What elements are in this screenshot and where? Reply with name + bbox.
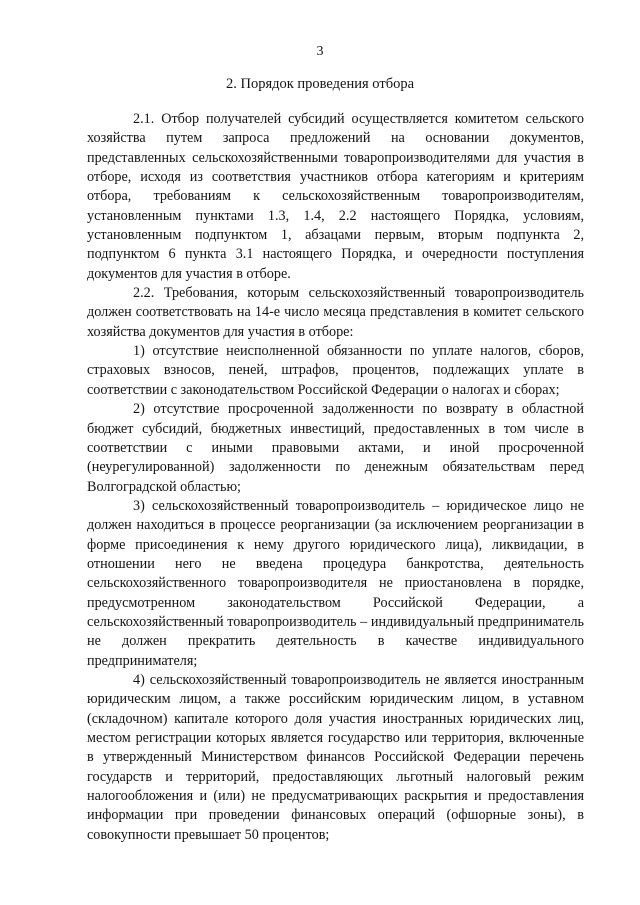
list-item-1: 1) отсутствие неисполненной обязанности по уплате налогов, сборов, страховых взносов, пеней, штрафов, процентов, подлежащих уплате в соответствии с законодательством Российской Федерации о налогах и сборах; <box>87 343 584 398</box>
paragraph-2-1: 2.1. Отбор получателей субсидий осуществляется комитетом сельского хозяйства путем запроса предложений на основании документов, представленных сельскохозяйственными товаропроизводителями для участия в отборе, исходя из соответствия участников отбора категориям и критериям отбора, требованиям к сельскохозяйственным товаропроизводителям, установленным пунктами 1.3, 1.4, 2.2 настоящего Порядка, условиям, установленным подпунктом 1, абзацами первым, вторым подпункта 2, подпунктом 6 пункта 3.1 настоящего Порядка, и очередности поступления документов для участия в отборе. <box>87 111 584 282</box>
list-item-2: 2) отсутствие просроченной задолженности по возврату в областной бюджет субсидий, бюджетных инвестиций, предоставленных в том числе в соответствии с иными правовыми актами, и иной просроченной (неурегулированной) задолженности по денежным обязательствам перед Волгоградской областью; <box>87 401 584 495</box>
paragraph-2-2: 2.2. Требования, которым сельскохозяйственный товаропроизводитель должен соответствовать на 14-е число месяца представления в комитет сельского хозяйства документов для участия в отборе: <box>87 285 584 340</box>
document-body <box>87 110 584 845</box>
page-number: 3 <box>316 44 324 59</box>
list-item-3: 3) сельскохозяйственный товаропроизводитель – юридическое лицо не должен находиться в процессе реорганизации (за исключением реорганизации в форме присоединения к нему другого юридического лица), ликвидации, в отношении него не введена процедура банкротства, деятельность сельскохозяйственного товаропроизводителя не приостановлена в порядке, предусмотренном законодательством Российской Федерации, а сельскохозяйственный товаропроизводитель – индивидуальный предприниматель не должен прекратить деятельность в качестве индивидуального предпринимателя; <box>87 497 584 669</box>
section-title: 2. Порядок проведения отбора <box>225 76 415 92</box>
list-item-4: 4) сельскохозяйственный товаропроизводитель не является иностранным юридическим лицом, а также российским юридическим лицом, в уставном (складочном) капитале которого доля участия иностранных юридических лиц, местом регистрации которых является государство или территория, включенные в утвержденный Министерством финансов Российской Федерации перечень государств и территорий, предоставляющих льготный налоговый режим налогообложения и (или) не предусматривающих раскрытия и предоставления информации при проведении финансовых операций (офшорные зоны), в совокупности превышает 50 процентов; <box>87 671 584 843</box>
